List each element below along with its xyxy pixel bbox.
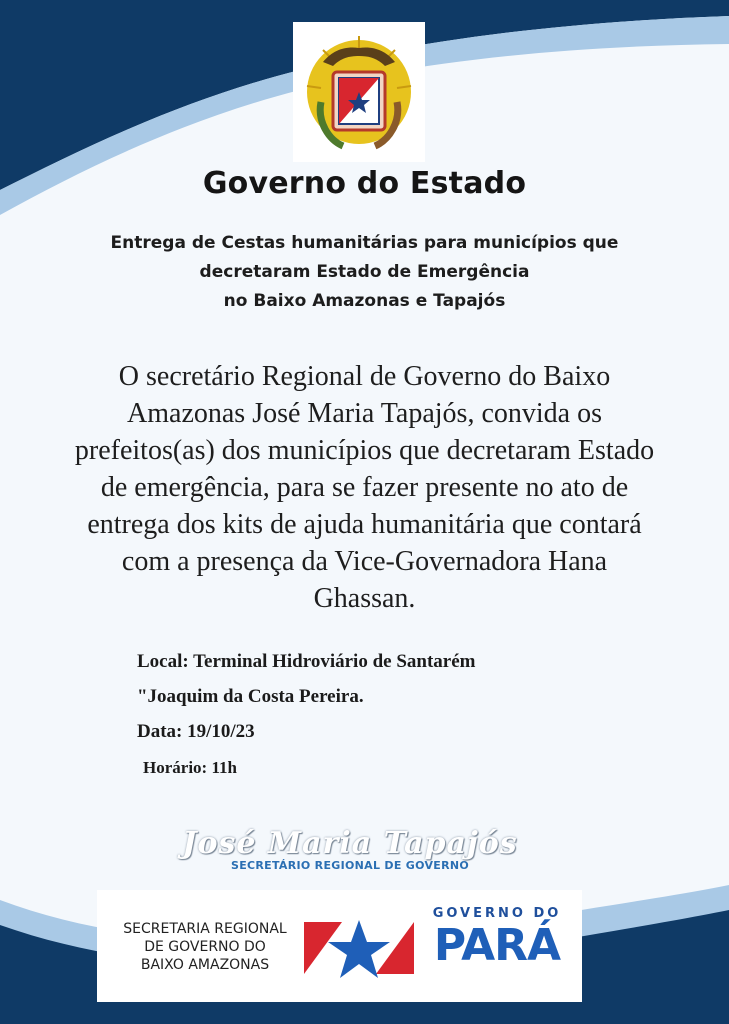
- signature-name: José Maria Tapajós: [182, 826, 518, 861]
- time-line: Horário: 11h: [143, 758, 237, 777]
- body-line: Ghassan.: [313, 583, 416, 614]
- secretaria-label: [115, 920, 295, 974]
- footer-logo-bar: [97, 890, 582, 1002]
- governo-do-label: GOVERNO DO: [432, 906, 562, 921]
- page-title: Governo do Estado: [202, 166, 527, 201]
- subtitle-line: Entrega de Cestas humanitárias para municípios que: [110, 233, 619, 253]
- para-flag-icon: [302, 908, 417, 988]
- event-subtitle: [40, 229, 689, 316]
- para-logo-text: PARÁ: [433, 920, 561, 971]
- body-line: O secretário Regional de Governo do Baixo: [118, 361, 611, 392]
- invitation-text: [6, 358, 723, 617]
- location-name-line: "Joaquim da Costa Pereira.: [137, 686, 364, 707]
- body-line: com a presença da Vice-Governadora Hana: [121, 546, 608, 577]
- secretaria-line: SECRETARIA REGIONAL: [123, 921, 287, 937]
- location-line: Local: Terminal Hidroviário de Santarém: [137, 651, 476, 672]
- body-line: entrega dos kits de ajuda humanitária que contará: [87, 509, 642, 540]
- secretaria-line: DE GOVERNO DO: [144, 939, 266, 955]
- state-coat-of-arms-icon: [293, 22, 425, 162]
- date-line: Data: 19/10/23: [137, 721, 255, 742]
- coat-of-arms: [293, 22, 425, 162]
- body-line: prefeitos(as) dos municípios que decretaram Estado: [74, 435, 655, 466]
- subtitle-line: decretaram Estado de Emergência: [199, 262, 530, 282]
- signature-role: SECRETÁRIO REGIONAL DE GOVERNO: [230, 859, 470, 872]
- body-line: Amazonas José Maria Tapajós, convida os: [127, 398, 602, 429]
- signature-block: [180, 826, 520, 872]
- body-line: de emergência, para se fazer presente no ato de: [100, 472, 629, 503]
- secretaria-line: BAIXO AMAZONAS: [140, 957, 270, 973]
- subtitle-line: no Baixo Amazonas e Tapajós: [223, 291, 506, 311]
